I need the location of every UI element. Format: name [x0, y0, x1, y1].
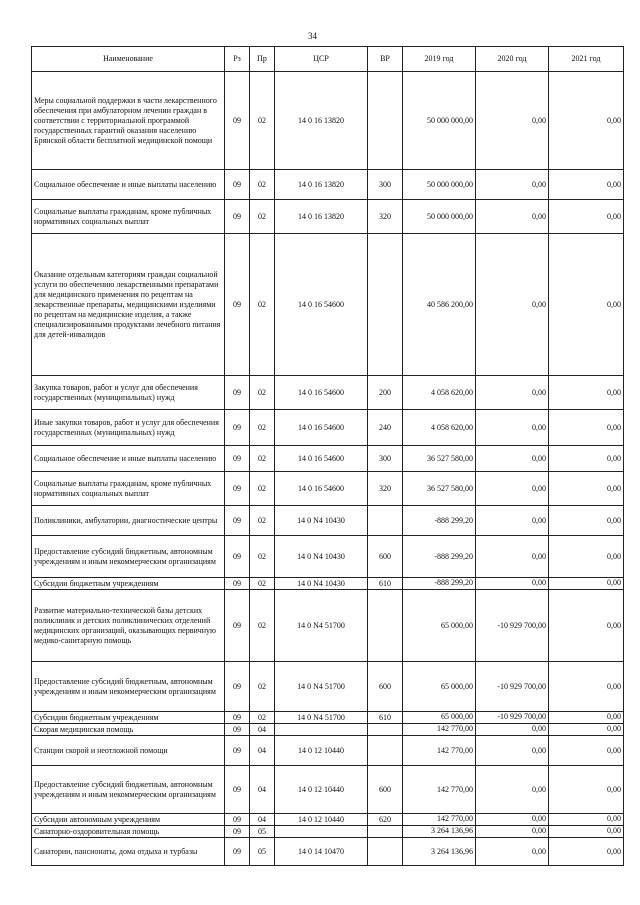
row-csr: 14 0 16 54600: [275, 234, 368, 376]
row-2019: 4 058 620,00: [403, 376, 476, 410]
row-2021: 0,00: [549, 506, 624, 536]
row-2019: -888 299,20: [403, 506, 476, 536]
table-row: [32, 200, 624, 234]
row-vr: 300: [368, 446, 403, 472]
row-2019: 4 058 620,00: [403, 410, 476, 446]
row-2021: 0,00: [549, 662, 624, 712]
row-2020: 0,00: [476, 736, 549, 766]
row-name: Социальные выплаты гражданам, кроме публичных нормативных социальных выплат: [32, 472, 225, 506]
row-vr: [368, 838, 403, 866]
row-rz: 09: [225, 536, 250, 578]
row-vr: [368, 590, 403, 662]
row-pr: 02: [250, 170, 275, 200]
header-2021: 2021 год: [549, 47, 624, 72]
row-name: Санаторно-оздоровительная помощь: [32, 826, 225, 838]
row-name: Санатории, пансионаты, дома отдыха и турбазы: [32, 838, 225, 866]
row-csr: 14 0 14 10470: [275, 838, 368, 866]
row-vr: 200: [368, 376, 403, 410]
row-2019: 65 000,00: [403, 712, 476, 724]
row-vr: [368, 736, 403, 766]
table-row: [32, 72, 624, 170]
row-vr: 620: [368, 814, 403, 826]
row-pr: 02: [250, 72, 275, 170]
row-csr: 14 0 16 54600: [275, 446, 368, 472]
row-2019: 142 770,00: [403, 736, 476, 766]
row-2019: 142 770,00: [403, 814, 476, 826]
row-csr: 14 0 N4 51700: [275, 590, 368, 662]
row-2019: 50 000 000,00: [403, 200, 476, 234]
row-rz: 09: [225, 814, 250, 826]
row-csr: 14 0 N4 10430: [275, 578, 368, 590]
row-pr: 02: [250, 536, 275, 578]
row-2020: 0,00: [476, 506, 549, 536]
table-row: [32, 376, 624, 410]
row-rz: 09: [225, 736, 250, 766]
table-row: [32, 506, 624, 536]
row-name: Скорая медицинская помощь: [32, 724, 225, 736]
row-2020: 0,00: [476, 536, 549, 578]
row-pr: 02: [250, 506, 275, 536]
row-csr: [275, 826, 368, 838]
row-2020: 0,00: [476, 376, 549, 410]
row-rz: 09: [225, 200, 250, 234]
row-rz: 09: [225, 724, 250, 736]
row-2020: 0,00: [476, 200, 549, 234]
row-vr: 320: [368, 472, 403, 506]
row-2019: 40 586 200,00: [403, 234, 476, 376]
table-row: [32, 578, 624, 590]
row-2021: 0,00: [549, 72, 624, 170]
row-2020: 0,00: [476, 838, 549, 866]
row-pr: 02: [250, 712, 275, 724]
row-2019: 50 000 000,00: [403, 72, 476, 170]
row-vr: [368, 506, 403, 536]
row-csr: 14 0 16 54600: [275, 376, 368, 410]
row-2021: 0,00: [549, 200, 624, 234]
row-name: Социальное обеспечение и иные выплаты населению: [32, 170, 225, 200]
row-vr: 300: [368, 170, 403, 200]
row-rz: 09: [225, 170, 250, 200]
row-csr: 14 0 N4 10430: [275, 506, 368, 536]
row-2020: 0,00: [476, 578, 549, 590]
row-pr: 05: [250, 826, 275, 838]
row-name: Социальные выплаты гражданам, кроме публичных нормативных социальных выплат: [32, 200, 225, 234]
row-rz: 09: [225, 472, 250, 506]
row-rz: 09: [225, 234, 250, 376]
row-2019: 50 000 000,00: [403, 170, 476, 200]
row-csr: 14 0 12 10440: [275, 736, 368, 766]
row-rz: 09: [225, 712, 250, 724]
row-2020: 0,00: [476, 170, 549, 200]
row-pr: 02: [250, 472, 275, 506]
row-2021: 0,00: [549, 724, 624, 736]
row-2021: 0,00: [549, 712, 624, 724]
row-2019: 142 770,00: [403, 724, 476, 736]
table-row: [32, 814, 624, 826]
row-vr: 600: [368, 662, 403, 712]
table-row: [32, 536, 624, 578]
row-2020: 0,00: [476, 826, 549, 838]
row-2021: 0,00: [549, 766, 624, 814]
table-row: [32, 724, 624, 736]
row-name: Станции скорой и неотложной помощи: [32, 736, 225, 766]
row-pr: 02: [250, 234, 275, 376]
row-2021: 0,00: [549, 170, 624, 200]
row-2019: 65 000,00: [403, 662, 476, 712]
row-2020: -10 929 700,00: [476, 590, 549, 662]
row-rz: 09: [225, 662, 250, 712]
row-2020: -10 929 700,00: [476, 662, 549, 712]
row-vr: 610: [368, 712, 403, 724]
row-name: Предоставление субсидий бюджетным, автономным учреждениям и иным некоммерческим организациям: [32, 662, 225, 712]
table-row: [32, 446, 624, 472]
row-csr: 14 0 16 54600: [275, 410, 368, 446]
row-vr: [368, 234, 403, 376]
row-rz: 09: [225, 578, 250, 590]
row-rz: 09: [225, 446, 250, 472]
row-2021: 0,00: [549, 814, 624, 826]
row-name: Социальное обеспечение и иные выплаты населению: [32, 446, 225, 472]
row-csr: 14 0 N4 51700: [275, 662, 368, 712]
row-2020: 0,00: [476, 766, 549, 814]
table-row: [32, 662, 624, 712]
row-pr: 02: [250, 446, 275, 472]
header-vr: ВР: [368, 47, 403, 72]
table-row: [32, 826, 624, 838]
header-pr: Пр: [250, 47, 275, 72]
row-2021: 0,00: [549, 578, 624, 590]
row-vr: [368, 724, 403, 736]
budget-table: [31, 46, 624, 866]
row-name: Предоставление субсидий бюджетным, автономным учреждениям и иным некоммерческим организациям: [32, 536, 225, 578]
row-2020: 0,00: [476, 72, 549, 170]
row-2019: 36 527 580,00: [403, 446, 476, 472]
row-2019: 142 770,00: [403, 766, 476, 814]
row-name: Оказание отдельным категориям граждан социальной услуги по обеспечению лекарственными препаратами для медицинского применения по рецептам на лекарственные препараты, медицинскими изделиями по рецептам на медицинские изделия, а также специализированными продуктами лечебного питания для детей-инвалидов: [32, 234, 225, 376]
page-number: 34: [308, 31, 317, 41]
row-2021: 0,00: [549, 826, 624, 838]
header-rz: Рз: [225, 47, 250, 72]
row-pr: 05: [250, 838, 275, 866]
row-csr: 14 0 12 10440: [275, 766, 368, 814]
row-2019: 3 264 136,96: [403, 838, 476, 866]
row-name: Поликлиники, амбулатории, диагностические центры: [32, 506, 225, 536]
row-name: Субсидии автономным учреждениям: [32, 814, 225, 826]
row-vr: [368, 826, 403, 838]
row-name: Меры социальной поддержки в части лекарственного обеспечения при амбулаторном лечении граждан в соответствии с территориальной программой государственных гарантий оказания населению Брянской области бесплатной медицинской помощи: [32, 72, 225, 170]
row-2019: 36 527 580,00: [403, 472, 476, 506]
row-2021: 0,00: [549, 472, 624, 506]
row-csr: 14 0 N4 10430: [275, 536, 368, 578]
row-name: Иные закупки товаров, работ и услуг для обеспечения государственных (муниципальных) нужд: [32, 410, 225, 446]
row-pr: 02: [250, 590, 275, 662]
row-csr: [275, 724, 368, 736]
row-name: Предоставление субсидий бюджетным, автономным учреждениям и иным некоммерческим организациям: [32, 766, 225, 814]
row-2021: 0,00: [549, 376, 624, 410]
table-row: [32, 590, 624, 662]
row-rz: 09: [225, 590, 250, 662]
row-csr: 14 0 16 54600: [275, 472, 368, 506]
row-2021: 0,00: [549, 234, 624, 376]
row-name: Закупка товаров, работ и услуг для обеспечения государственных (муниципальных) нужд: [32, 376, 225, 410]
row-2020: 0,00: [476, 814, 549, 826]
row-2021: 0,00: [549, 536, 624, 578]
table-header-row: [32, 47, 624, 72]
row-csr: 14 0 12 10440: [275, 814, 368, 826]
row-2019: 65 000,00: [403, 590, 476, 662]
table-row: [32, 472, 624, 506]
row-pr: 04: [250, 724, 275, 736]
row-pr: 04: [250, 814, 275, 826]
row-pr: 02: [250, 410, 275, 446]
row-2020: 0,00: [476, 446, 549, 472]
row-2021: 0,00: [549, 736, 624, 766]
row-2020: -10 929 700,00: [476, 712, 549, 724]
row-2019: -888 299,20: [403, 536, 476, 578]
row-2019: 3 264 136,96: [403, 826, 476, 838]
row-vr: 320: [368, 200, 403, 234]
row-vr: 600: [368, 536, 403, 578]
row-2020: 0,00: [476, 410, 549, 446]
row-name: Субсидии бюджетным учреждениям: [32, 712, 225, 724]
row-rz: 09: [225, 838, 250, 866]
row-2020: 0,00: [476, 234, 549, 376]
row-vr: 610: [368, 578, 403, 590]
row-pr: 02: [250, 662, 275, 712]
row-vr: [368, 72, 403, 170]
row-csr: 14 0 16 13820: [275, 170, 368, 200]
row-rz: 09: [225, 72, 250, 170]
row-rz: 09: [225, 766, 250, 814]
row-csr: 14 0 N4 51700: [275, 712, 368, 724]
row-rz: 09: [225, 376, 250, 410]
header-2019: 2019 год: [403, 47, 476, 72]
table-row: [32, 234, 624, 376]
table-row: [32, 170, 624, 200]
row-2020: 0,00: [476, 724, 549, 736]
row-pr: 02: [250, 578, 275, 590]
row-name: Развитие материально-технической базы детских поликлиник и детских поликлинических отделений медицинских организаций, оказывающих первичную медико-санитарную помощь: [32, 590, 225, 662]
header-2020: 2020 год: [476, 47, 549, 72]
table-row: [32, 712, 624, 724]
row-pr: 04: [250, 766, 275, 814]
row-name: Субсидии бюджетным учреждениям: [32, 578, 225, 590]
row-2021: 0,00: [549, 838, 624, 866]
row-pr: 02: [250, 376, 275, 410]
row-vr: 600: [368, 766, 403, 814]
row-rz: 09: [225, 826, 250, 838]
table-row: [32, 766, 624, 814]
row-csr: 14 0 16 13820: [275, 200, 368, 234]
row-pr: 04: [250, 736, 275, 766]
row-csr: 14 0 16 13820: [275, 72, 368, 170]
row-rz: 09: [225, 410, 250, 446]
row-2021: 0,00: [549, 590, 624, 662]
row-2021: 0,00: [549, 410, 624, 446]
row-2019: -888 299,20: [403, 578, 476, 590]
row-rz: 09: [225, 506, 250, 536]
table-row: [32, 410, 624, 446]
row-pr: 02: [250, 200, 275, 234]
header-name: Наименование: [32, 47, 225, 72]
row-2021: 0,00: [549, 446, 624, 472]
table-row: [32, 838, 624, 866]
header-csr: ЦСР: [275, 47, 368, 72]
row-2020: 0,00: [476, 472, 549, 506]
row-vr: 240: [368, 410, 403, 446]
table-row: [32, 736, 624, 766]
